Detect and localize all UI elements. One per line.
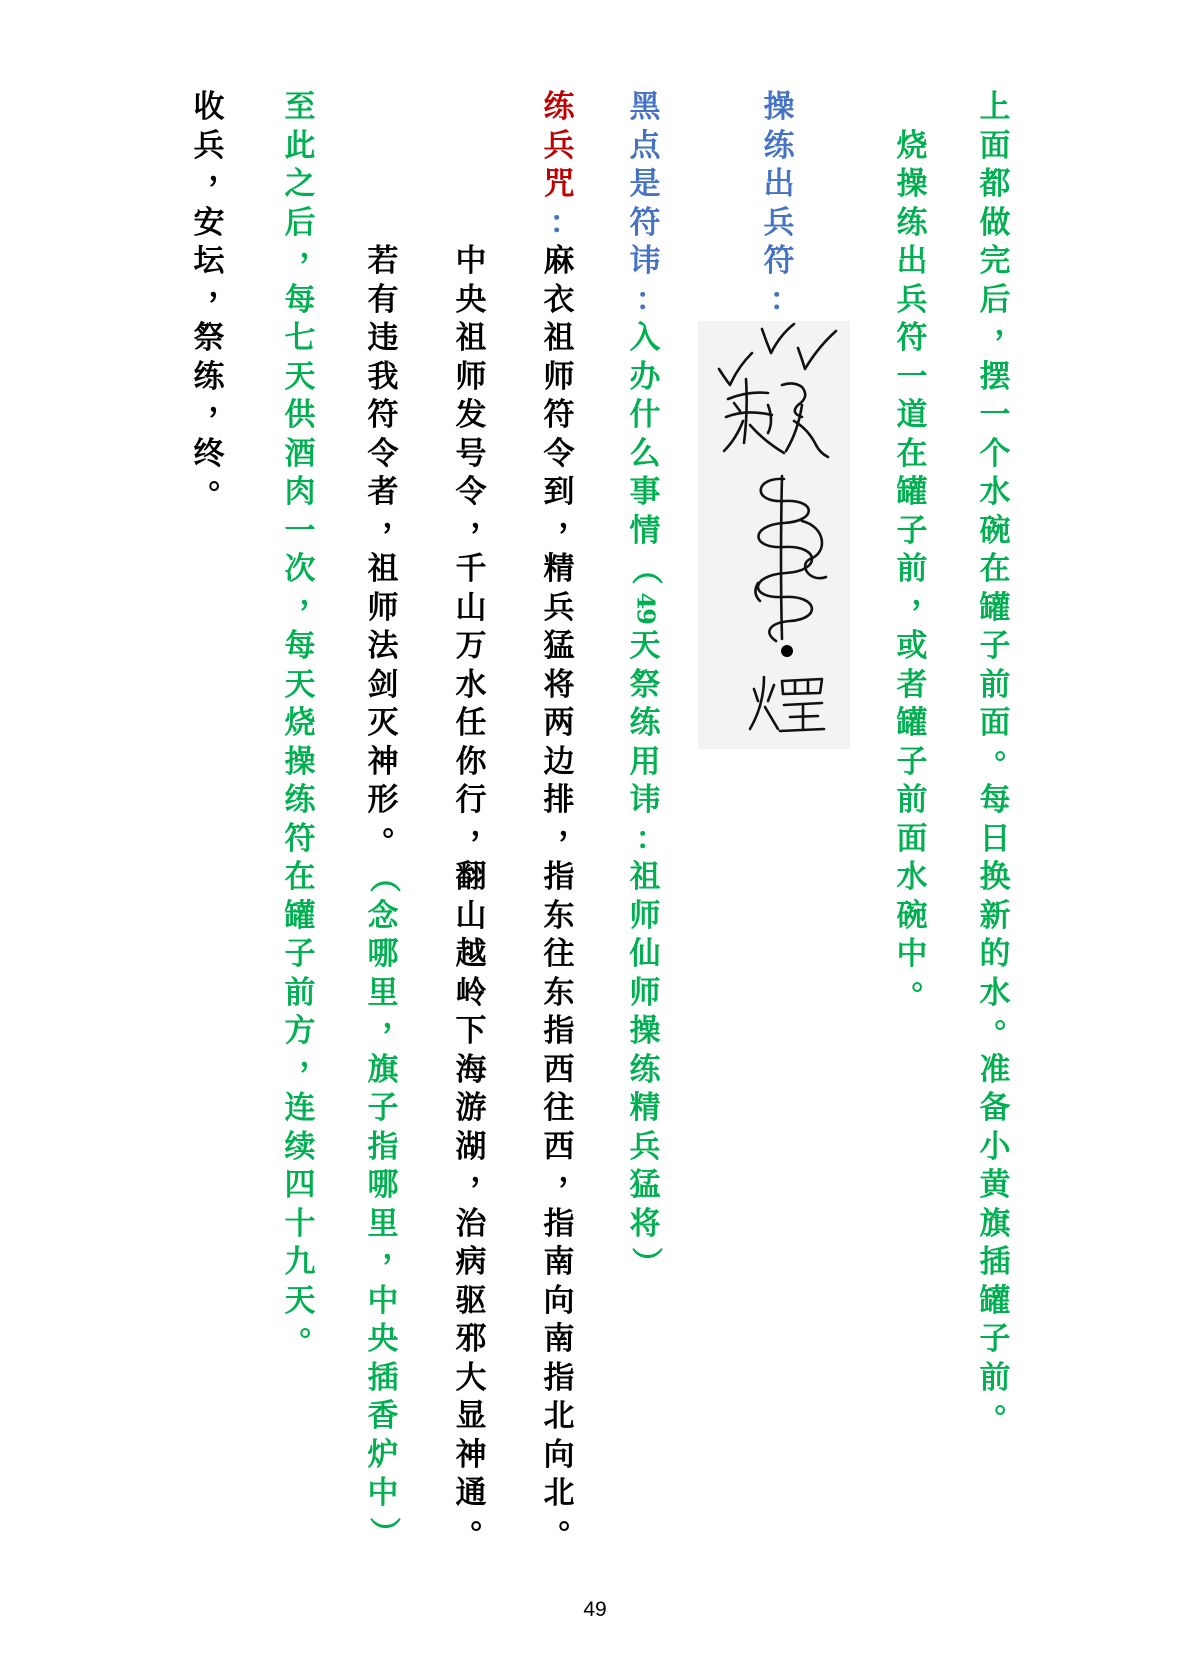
glyph: 练 xyxy=(629,1051,661,1088)
glyph: ： xyxy=(549,204,581,241)
glyph: ， xyxy=(558,1153,590,1189)
glyph: 一 xyxy=(896,358,928,395)
glyph: 岭 xyxy=(455,974,487,1011)
glyph: 水 xyxy=(455,666,487,703)
glyph: 南 xyxy=(543,1244,575,1280)
glyph: 或 xyxy=(896,628,928,664)
glyph: 剑 xyxy=(367,666,399,703)
glyph: 日 xyxy=(979,820,1011,857)
glyph: 哪 xyxy=(367,1167,399,1203)
glyph: 兵 xyxy=(543,589,575,626)
glyph: 操 xyxy=(629,1013,661,1049)
glyph: 面 xyxy=(896,820,928,857)
glyph: 讳 xyxy=(629,782,661,818)
glyph: 前 xyxy=(896,551,928,587)
glyph: 边 xyxy=(543,743,575,780)
glyph: 里 xyxy=(367,1205,399,1242)
glyph: 往 xyxy=(543,1090,575,1126)
glyph: 每 xyxy=(284,281,316,318)
glyph: 指 xyxy=(543,859,575,895)
glyph: 办 xyxy=(629,358,661,395)
glyph: 有 xyxy=(367,281,399,318)
glyph: 碗 xyxy=(896,897,928,934)
glyph: 中 xyxy=(455,243,487,279)
glyph: 符 xyxy=(543,397,575,433)
glyph: ） xyxy=(627,1246,664,1278)
glyph: 法 xyxy=(367,628,399,664)
glyph: 都 xyxy=(979,166,1011,202)
glyph: 行 xyxy=(455,782,487,818)
glyph: 面 xyxy=(979,705,1011,741)
glyph: 前 xyxy=(979,666,1011,703)
glyph: 。 xyxy=(994,1384,1026,1420)
glyph: 水 xyxy=(896,859,928,895)
talisman-glyph xyxy=(724,379,828,457)
glyph: （ xyxy=(365,861,402,893)
glyph: ， xyxy=(470,498,502,535)
glyph: 是 xyxy=(629,166,661,202)
incantation-line-1 xyxy=(539,88,590,1551)
glyph: 山 xyxy=(455,589,487,626)
glyph: ， xyxy=(299,229,331,265)
glyph: 四 xyxy=(284,1167,316,1203)
glyph: 号 xyxy=(455,435,487,472)
glyph: 次 xyxy=(284,551,316,587)
glyph: ， xyxy=(208,267,240,304)
glyph: 每 xyxy=(979,782,1011,818)
glyph: 准 xyxy=(979,1051,1011,1088)
glyph: 49 xyxy=(631,592,661,624)
incantation-title xyxy=(539,88,579,204)
glyph: 。 xyxy=(911,960,943,997)
glyph: 指 xyxy=(543,1359,575,1396)
glyph: 备 xyxy=(979,1090,1011,1126)
glyph: 若 xyxy=(367,243,399,279)
glyph: 祖 xyxy=(455,320,487,356)
talisman-dot xyxy=(781,645,793,657)
glyph: ， xyxy=(299,1037,331,1074)
glyph: 讳 xyxy=(629,243,661,279)
glyph: 中 xyxy=(896,936,928,972)
glyph: 中 xyxy=(367,1282,399,1319)
glyph: 大 xyxy=(455,1359,487,1396)
glyph: 神 xyxy=(367,743,399,780)
glyph: 游 xyxy=(455,1090,487,1126)
glyph: 摆 xyxy=(979,358,1011,395)
glyph: 事 xyxy=(629,474,661,510)
incantation-note xyxy=(363,858,414,1551)
glyph: 练 xyxy=(193,358,225,395)
preparation-text-1 xyxy=(975,88,1026,1436)
glyph: 。 xyxy=(299,1307,331,1343)
glyph: 操 xyxy=(763,89,795,125)
glyph: 通 xyxy=(455,1475,487,1511)
glyph: 符 xyxy=(763,243,795,279)
glyph: 天 xyxy=(284,666,316,703)
glyph: 出 xyxy=(896,243,928,279)
glyph: 烧 xyxy=(896,127,928,164)
glyph: 坛 xyxy=(193,243,225,279)
glyph: 方 xyxy=(284,1013,316,1049)
glyph: ， xyxy=(299,575,331,612)
glyph: 每 xyxy=(284,628,316,664)
glyph: 天 xyxy=(284,358,316,395)
glyph: 到 xyxy=(543,474,575,510)
glyph: 前 xyxy=(284,974,316,1011)
glyph: 子 xyxy=(979,628,1011,664)
talisman-check-marks xyxy=(719,324,836,385)
glyph: 收 xyxy=(193,89,225,125)
glyph: 小 xyxy=(979,1128,1011,1165)
glyph: 两 xyxy=(543,705,575,741)
incantation-text-2 xyxy=(451,242,502,1551)
talisman-note-column xyxy=(625,88,665,1282)
glyph: 北 xyxy=(543,1475,575,1511)
closing-text-2 xyxy=(189,88,240,512)
glyph: 西 xyxy=(543,1128,575,1165)
glyph: 。 xyxy=(208,460,240,496)
glyph: 向 xyxy=(543,1436,575,1473)
glyph: 续 xyxy=(284,1128,316,1165)
glyph: 符 xyxy=(367,397,399,433)
glyph: 你 xyxy=(455,743,487,780)
glyph: 子 xyxy=(367,1090,399,1126)
glyph: 点 xyxy=(629,127,661,164)
glyph: 发 xyxy=(455,397,487,433)
glyph: 向 xyxy=(543,1282,575,1319)
glyph: 兵 xyxy=(543,127,575,164)
glyph: ， xyxy=(382,1230,414,1266)
glyph: 师 xyxy=(367,589,399,626)
glyph: ， xyxy=(208,152,240,188)
talisman-note-label xyxy=(625,88,665,319)
glyph: 灭 xyxy=(367,705,399,741)
glyph: 换 xyxy=(979,859,1011,895)
glyph: 指 xyxy=(543,1205,575,1242)
glyph: 万 xyxy=(455,628,487,664)
glyph: ， xyxy=(208,383,240,419)
glyph: 兵 xyxy=(763,204,795,241)
glyph: ， xyxy=(558,806,590,843)
glyph: 。 xyxy=(470,1499,502,1536)
glyph: 罐 xyxy=(979,589,1011,626)
glyph: 念 xyxy=(367,897,399,934)
glyph: 兵 xyxy=(193,127,225,164)
incantation-title-colon xyxy=(539,204,579,243)
glyph: 往 xyxy=(543,936,575,972)
glyph: 央 xyxy=(455,281,487,318)
glyph: 指 xyxy=(543,1013,575,1049)
glyph: 旗 xyxy=(979,1205,1011,1242)
glyph: 师 xyxy=(629,897,661,934)
glyph: 黑 xyxy=(629,89,661,125)
glyph: 翻 xyxy=(455,859,487,895)
glyph: ， xyxy=(558,498,590,535)
glyph: 之 xyxy=(284,166,316,202)
glyph: 符 xyxy=(896,320,928,356)
glyph: 酒 xyxy=(284,435,316,472)
glyph: 越 xyxy=(455,936,487,972)
glyph: 中 xyxy=(367,1475,399,1511)
talisman-seal-glyph xyxy=(750,677,824,731)
glyph: 的 xyxy=(979,936,1011,972)
talisman-drawing xyxy=(698,321,850,749)
glyph: 练 xyxy=(543,89,575,125)
glyph: ： xyxy=(769,281,801,318)
glyph: 练 xyxy=(284,782,316,818)
glyph: 十 xyxy=(284,1205,316,1242)
glyph: 面 xyxy=(979,127,1011,164)
glyph: 。 xyxy=(994,999,1026,1035)
glyph: 安 xyxy=(193,204,225,241)
glyph: 水 xyxy=(979,474,1011,510)
glyph: 祖 xyxy=(543,320,575,356)
glyph: 仙 xyxy=(629,936,661,972)
glyph: 此 xyxy=(284,127,316,164)
glyph: 猛 xyxy=(629,1167,661,1203)
glyph: 治 xyxy=(455,1205,487,1242)
talisman-note-text xyxy=(625,319,665,1282)
preparation-line-1 xyxy=(975,88,1026,1436)
glyph: 烧 xyxy=(284,705,316,741)
glyph: 北 xyxy=(543,1398,575,1434)
glyph: ， xyxy=(470,1153,502,1189)
glyph: 兵 xyxy=(896,281,928,318)
glyph: 入 xyxy=(629,320,661,356)
incantation-line-2 xyxy=(451,242,502,1551)
glyph: 将 xyxy=(543,666,575,703)
glyph: 炉 xyxy=(367,1436,399,1473)
glyph: 在 xyxy=(896,435,928,472)
glyph: 显 xyxy=(455,1398,487,1434)
glyph: 一 xyxy=(284,512,316,549)
glyph: 完 xyxy=(979,243,1011,279)
glyph: 西 xyxy=(543,1051,575,1088)
glyph: 后 xyxy=(979,281,1011,318)
glyph: 指 xyxy=(367,1128,399,1165)
glyph: 祖 xyxy=(629,859,661,895)
preparation-text-2 xyxy=(892,127,943,1013)
glyph: 练 xyxy=(763,127,795,164)
glyph: 练 xyxy=(629,705,661,741)
glyph: 么 xyxy=(629,435,661,472)
page-number: 49 xyxy=(583,1598,607,1621)
glyph: 新 xyxy=(979,897,1011,934)
glyph: 用 xyxy=(629,743,661,780)
glyph: 香 xyxy=(367,1398,399,1434)
incantation-text-3 xyxy=(363,242,414,858)
glyph: 罐 xyxy=(896,705,928,741)
glyph: 练 xyxy=(896,204,928,241)
glyph: 违 xyxy=(367,320,399,356)
glyph: 出 xyxy=(763,166,795,202)
glyph: 兵 xyxy=(629,1128,661,1165)
glyph: 上 xyxy=(979,89,1011,125)
glyph: 供 xyxy=(284,397,316,433)
glyph: 东 xyxy=(543,897,575,934)
glyph: 祖 xyxy=(367,551,399,587)
glyph: 什 xyxy=(629,397,661,433)
glyph: 子 xyxy=(284,936,316,972)
glyph: 海 xyxy=(455,1051,487,1088)
glyph: 肉 xyxy=(284,474,316,510)
glyph: 在 xyxy=(284,859,316,895)
glyph: 任 xyxy=(455,705,487,741)
glyph: 黄 xyxy=(979,1167,1011,1203)
glyph: 祭 xyxy=(629,666,661,703)
incantation-text-1 xyxy=(539,242,590,1551)
glyph: ， xyxy=(382,999,414,1035)
glyph: （ xyxy=(627,553,664,585)
glyph: 者 xyxy=(367,474,399,510)
glyph: 师 xyxy=(629,974,661,1011)
glyph: 旗 xyxy=(367,1051,399,1088)
glyph: ： xyxy=(635,281,667,318)
glyph: 符 xyxy=(284,820,316,857)
glyph: 情 xyxy=(629,512,661,549)
glyph: ， xyxy=(382,498,414,535)
glyph: ） xyxy=(365,1516,402,1548)
glyph: 猛 xyxy=(543,628,575,664)
glyph: 邪 xyxy=(455,1321,487,1357)
glyph: 前 xyxy=(896,782,928,818)
glyph: 我 xyxy=(367,358,399,395)
glyph: 符 xyxy=(629,204,661,241)
glyph: ： xyxy=(635,820,667,857)
glyph: 驱 xyxy=(455,1282,487,1319)
glyph: 。 xyxy=(382,806,414,843)
glyph: 精 xyxy=(543,551,575,587)
glyph: 师 xyxy=(543,358,575,395)
glyph: 祭 xyxy=(193,320,225,356)
glyph: 南 xyxy=(543,1321,575,1357)
glyph: 者 xyxy=(896,666,928,703)
preparation-line-2 xyxy=(892,127,943,1013)
glyph: 罐 xyxy=(284,897,316,934)
closing-line-1 xyxy=(280,88,331,1359)
glyph: 做 xyxy=(979,204,1011,241)
glyph: 神 xyxy=(455,1436,487,1473)
glyph: 操 xyxy=(896,166,928,202)
glyph: ， xyxy=(994,306,1026,342)
closing-text-1 xyxy=(280,88,331,1359)
glyph: 操 xyxy=(284,743,316,780)
glyph: 七 xyxy=(284,320,316,356)
talisman-spiral xyxy=(755,476,826,641)
glyph: 在 xyxy=(979,551,1011,587)
glyph: ， xyxy=(911,575,943,612)
incantation-line-3 xyxy=(363,242,414,1551)
talisman-image xyxy=(698,321,850,749)
glyph: 前 xyxy=(979,1359,1011,1396)
glyph: 千 xyxy=(455,551,487,587)
glyph: 衣 xyxy=(543,281,575,318)
glyph: 后 xyxy=(284,204,316,241)
glyph: 里 xyxy=(367,974,399,1011)
glyph: 师 xyxy=(455,358,487,395)
glyph: 将 xyxy=(629,1205,661,1242)
glyph: 至 xyxy=(284,89,316,125)
glyph: 哪 xyxy=(367,936,399,972)
glyph: 一 xyxy=(979,397,1011,433)
glyph: 水 xyxy=(979,974,1011,1011)
glyph: 央 xyxy=(367,1321,399,1357)
closing-line-2 xyxy=(189,88,240,512)
glyph: ， xyxy=(470,806,502,843)
glyph: 子 xyxy=(896,743,928,780)
glyph: 连 xyxy=(284,1090,316,1126)
glyph: 。 xyxy=(558,1499,590,1536)
glyph: 碗 xyxy=(979,512,1011,549)
glyph: 湖 xyxy=(455,1128,487,1165)
glyph: 令 xyxy=(455,474,487,510)
glyph: 形 xyxy=(367,782,399,818)
glyph: 山 xyxy=(455,897,487,934)
glyph: 。 xyxy=(994,729,1026,766)
talisman-heading xyxy=(759,88,799,319)
glyph: 九 xyxy=(284,1244,316,1280)
glyph: 个 xyxy=(979,435,1011,472)
glyph: 天 xyxy=(629,628,661,664)
talisman-heading-column xyxy=(759,88,799,319)
glyph: 子 xyxy=(896,512,928,549)
glyph: 罐 xyxy=(979,1282,1011,1319)
glyph: 子 xyxy=(979,1321,1011,1357)
glyph: 病 xyxy=(455,1244,487,1280)
glyph: 下 xyxy=(455,1013,487,1049)
glyph: 麻 xyxy=(543,243,575,279)
glyph: 道 xyxy=(896,397,928,433)
glyph: 天 xyxy=(284,1282,316,1319)
glyph: 东 xyxy=(543,974,575,1011)
glyph: 插 xyxy=(367,1359,399,1396)
glyph: 排 xyxy=(543,782,575,818)
glyph: 令 xyxy=(367,435,399,472)
glyph: 令 xyxy=(543,435,575,472)
glyph: 终 xyxy=(193,435,225,472)
glyph: 咒 xyxy=(543,166,575,202)
glyph: 精 xyxy=(629,1090,661,1126)
glyph: 插 xyxy=(979,1244,1011,1280)
glyph: 罐 xyxy=(896,474,928,510)
